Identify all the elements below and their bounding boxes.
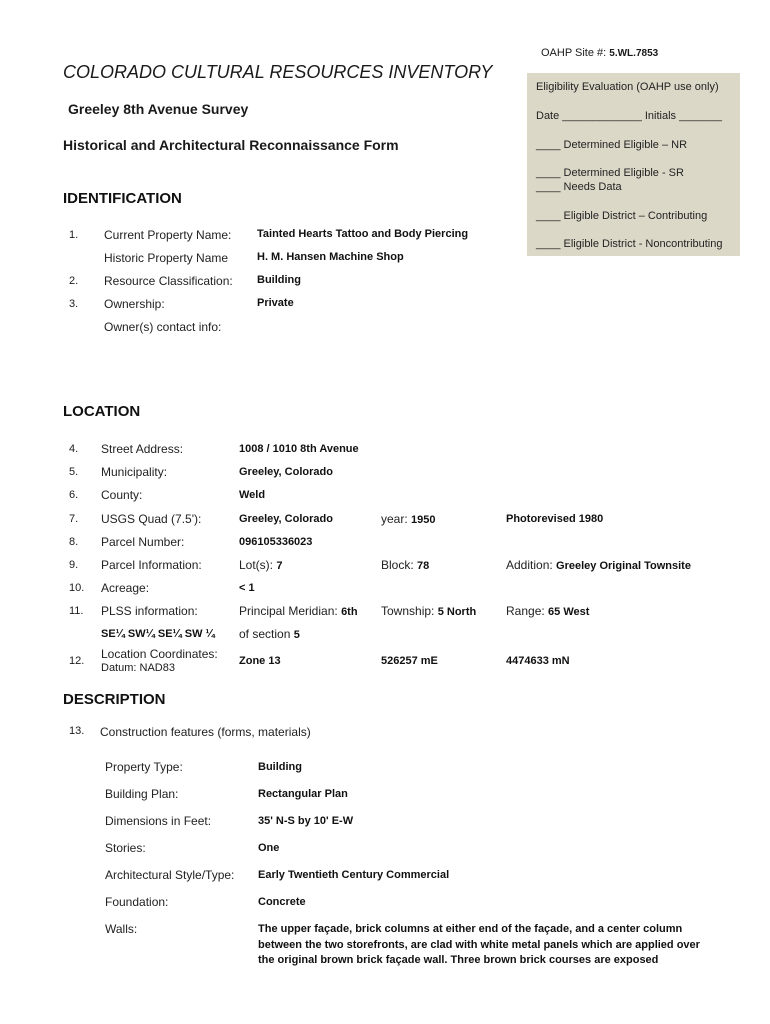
eligibility-option-district-noncontributing: ____ Eligible District - Noncontributing [536,238,723,250]
lot-label: Lot(s): [239,558,274,572]
meridian-field [239,604,358,618]
section-label: of section [239,627,291,641]
identification-heading: IDENTIFICATION [63,190,182,207]
property-type-value: Building [258,761,302,773]
parcel-information-label: Parcel Information: [101,558,202,572]
lot-field [239,558,282,572]
row-number: 11. [69,605,84,617]
form-main-title: COLORADO CULTURAL RESOURCES INVENTORY [63,62,493,82]
architectural-style-label: Architectural Style/Type: [105,868,235,882]
row-number: 12. [69,655,85,667]
eligibility-option-needs-data: ____ Needs Data [536,181,622,193]
form-name: Historical and Architectural Reconnaissance Form [63,137,399,153]
range-field [506,604,589,618]
row-number: 10. [69,582,85,594]
survey-name: Greeley 8th Avenue Survey [68,101,249,117]
dimensions-label: Dimensions in Feet: [105,814,212,828]
municipality-value: Greeley, Colorado [239,466,333,478]
resource-classification-label: Resource Classification: [104,274,233,288]
lot-value: 7 [276,560,283,572]
building-plan-value: Rectangular Plan [258,788,348,800]
township-label: Township: [381,604,435,618]
foundation-label: Foundation: [105,895,169,909]
usgs-quad-label: USGS Quad (7.5'): [101,512,202,526]
row-number: 13. [69,725,85,737]
eligibility-option-sr: ____ Determined Eligible - SR [536,167,684,179]
township-field [381,604,476,618]
usgs-year-value: 1950 [411,514,436,526]
row-number: 3. [69,298,79,310]
plss-quarters-value: SE¼ SW¼ SE¼ SW ¼ [101,628,215,640]
utm-zone-value: Zone 13 [239,655,281,667]
addition-field [506,558,691,572]
owner-contact-label: Owner(s) contact info: [104,320,222,334]
date-initials-line: Date _____________ Initials _______ [536,110,722,122]
county-label: County: [101,488,143,502]
row-number: 1. [69,229,79,241]
usgs-year-field [381,512,436,526]
utm-easting-value: 526257 mE [381,655,438,667]
usgs-year-label: year: [381,512,408,526]
utm-northing-value: 4474633 mN [506,655,570,667]
plss-label: PLSS information: [101,604,198,618]
dimensions-value: 35' N-S by 10' E-W [258,815,354,827]
historic-property-name-label: Historic Property Name [104,251,229,265]
addition-label: Addition: [506,558,553,572]
block-value: 78 [417,560,430,572]
walls-value: The upper façade, brick columns at either end of the façade, and a center column between the two storefronts, are clad with white metal panels which are applied over the original brown brick façade wall. Three brown brick courses are exposed [258,923,700,966]
description-heading: DESCRIPTION [63,691,166,708]
meridian-value: 6th [341,606,358,618]
acreage-label: Acreage: [101,581,150,595]
oahp-site-label: OAHP Site #: [541,47,607,59]
row-number: 9. [69,559,79,571]
location-heading: LOCATION [63,403,141,420]
section-field [239,627,300,641]
property-type-label: Property Type: [105,760,183,774]
row-number: 6. [69,489,79,501]
municipality-label: Municipality: [101,465,168,479]
row-number: 5. [69,466,79,478]
row-number: 7. [69,513,79,525]
ownership-label: Ownership: [104,297,165,311]
eligibility-evaluation-box [527,73,740,256]
resource-classification-value: Building [257,274,301,286]
row-number: 8. [69,536,79,548]
county-value: Weld [239,489,266,501]
acreage-value: < 1 [239,582,255,594]
block-label: Block: [381,558,414,572]
parcel-number-value: 096105336023 [239,536,313,548]
architectural-style-value: Early Twentieth Century Commercial [258,869,450,881]
location-coordinates-label: Location Coordinates: [101,647,218,661]
stories-label: Stories: [105,841,146,855]
eligibility-box-title: Eligibility Evaluation (OAHP use only) [536,81,719,93]
row-number: 2. [69,275,79,287]
range-label: Range: [506,604,545,618]
street-address-label: Street Address: [101,442,184,456]
foundation-value: Concrete [258,896,306,908]
section-value: 5 [293,629,300,641]
current-property-name-label: Current Property Name: [104,228,232,242]
street-address-value: 1008 / 1010 8th Avenue [239,443,359,455]
range-value: 65 West [548,606,590,618]
oahp-site-field [541,47,658,59]
block-field [381,558,429,572]
datum-label: Datum: NAD83 [101,662,175,674]
township-value: 5 North [437,606,477,618]
historic-property-name-value: H. M. Hansen Machine Shop [257,251,404,263]
addition-value: Greeley Original Townsite [556,560,691,572]
eligibility-option-district-contributing: ____ Eligible District – Contributing [536,210,708,222]
construction-features-label: Construction features (forms, materials) [100,725,311,739]
oahp-site-number: 5.WL.7853 [609,48,659,59]
usgs-quad-value: Greeley, Colorado [239,513,333,525]
parcel-number-label: Parcel Number: [101,535,185,549]
building-plan-label: Building Plan: [105,787,179,801]
ownership-value: Private [257,297,294,309]
meridian-label: Principal Meridian: [239,604,338,618]
walls-label: Walls: [105,922,138,936]
row-number: 4. [69,443,79,455]
usgs-photorevised: Photorevised 1980 [506,513,604,525]
current-property-name-value: Tainted Hearts Tattoo and Body Piercing [257,228,469,240]
stories-value: One [258,842,280,854]
eligibility-option-nr: ____ Determined Eligible – NR [536,139,688,151]
